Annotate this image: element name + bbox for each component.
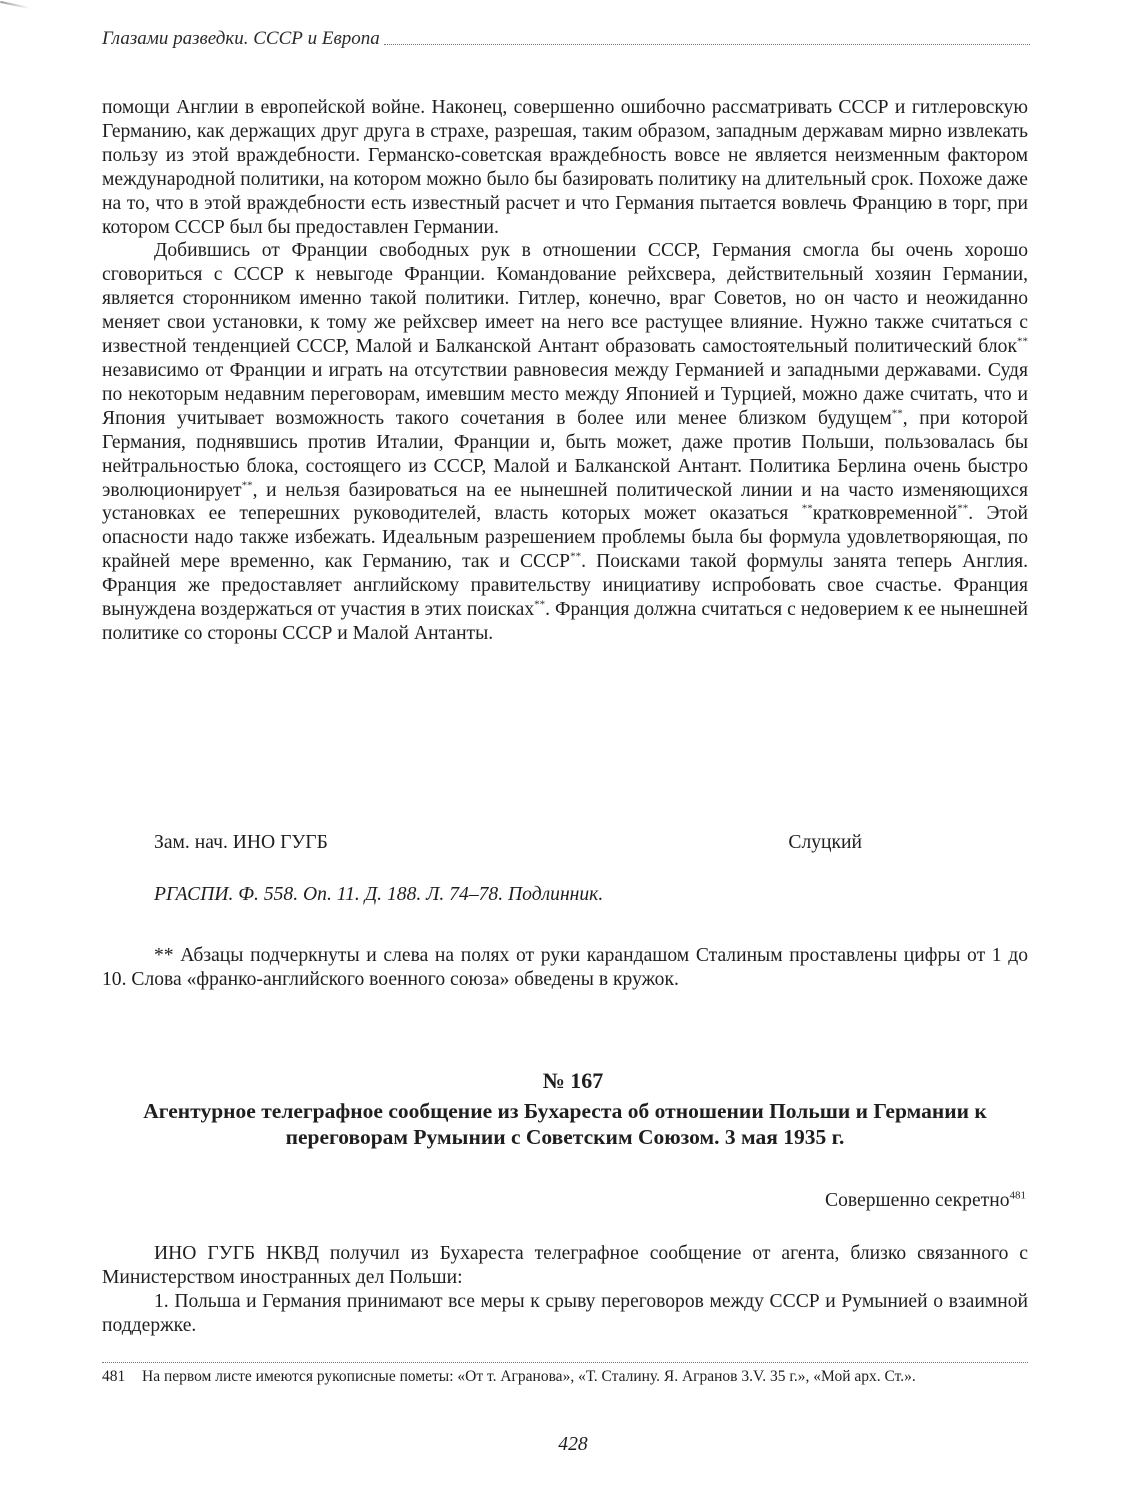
text-segment: , и нельзя базироваться на ее нынешней политической линии и на часто изменяющихся установках ее теперешних руководителей, власть которых может оказаться [102,479,1028,525]
footnote-marker: ** [1017,335,1028,348]
editorial-note: ** Абзацы подчеркнуты и слева на полях от руки карандашом Сталиным проставлены цифры от 1 до 10. Слова «франко-английского военного союза» обведены в кружок. [102,945,1028,990]
document-paragraph-1: ИНО ГУГБ НКВД получил из Бухареста телеграфное сообщение от агента, близко связанного с Министерством иностранных дел Польши: [102,1243,1028,1288]
footnote-marker: ** [534,598,546,611]
footnote-ref: 481 [1009,1189,1026,1202]
classification-label: Совершенно секретно [825,1190,1010,1211]
document-body [102,1242,1028,1338]
footnote-marker: ** [570,550,582,563]
text-segment: кратковременной [812,503,958,525]
footnote-divider [102,1362,1028,1363]
paragraph-1: помощи Англии в европейской войне. Наконец, совершенно ошибочно рассматривать СССР и гитлеровскую Германию, как держащих друг друга в страхе, разрешая, таким образом, западным державам мирно извлекать пользу из этой враждебности. Германско-советская враждебность вовсе не является неизменным фактором международной политики, на котором можно было бы базировать политику на длительный срок. Похоже даже на то, что в этой враждебности есть известный расчет и что Германия пытается вовлечь Францию в торг, при котором СССР был бы предоставлен Германии. [102,97,1028,238]
signature-block [154,832,862,854]
archive-reference: РГАСПИ. Ф. 558. Оп. 11. Д. 188. Л. 74–78. Подлинник. [154,884,604,905]
scan-artifact [0,1,30,9]
running-title: Глазами разведки. СССР и Европа [102,28,380,49]
document-number: № 167 [542,1068,604,1093]
footnote-number: 481 [102,1368,126,1385]
paragraph-2 [102,239,1028,645]
text-segment: . Поисками такой формулы занята теперь Англия. Франция же предоставляет английскому правительству инициативу испробовать свое счастье. Франция вынуждена воздержаться от участия в этих поисках [102,551,1028,621]
signatory-position: Зам. нач. ИНО ГУГБ [154,832,328,853]
text-segment: . Этой опасности надо также избежать. Идеальным разрешением проблемы была бы формула удовлетворяющая, по крайней мере временно, как Германию, так и СССР [102,503,1028,573]
header-rule [384,43,1030,45]
footnote-marker: ** [891,407,903,420]
signatory-name: Слуцкий [788,832,862,853]
classification-stamp [825,1190,1026,1212]
running-header [102,28,1030,50]
text-segment: независимо от Франции и играть на отсутствии равновесия между Германией и западными державами. Судя по некоторым недавним переговорам, имевшим место между Японией и Турцией, можно даже считать, что и Япония учитывает возможность такого сочетания в более или менее близком будущем [102,359,1028,429]
footnote-marker: ** [801,502,813,515]
footnote-marker: ** [957,502,969,515]
text-segment: , при которой Германия, поднявшись против Италии, Франции и, быть может, даже против Польши, пользовалась бы нейтральностью блока, состоящего из СССР, Малой и Балканской Антант. Политика Берлина очень быстро эволюционирует [102,407,1028,501]
text-segment: . Франция должна считаться с недоверием к ее нынешней политике со стороны СССР и Малой Антанты. [102,599,1029,644]
footnote-marker: ** [241,478,253,491]
document-title: Агентурное телеграфное сообщение из Бухареста об отношении Польши и Германии к переговорам Румынии с Советским Союзом. 3 мая 1935 г. [143,1099,987,1149]
text-segment: Добившись от Франции свободных рук в отношении СССР, Германия смогла бы очень хорошо сговориться с СССР к невыгоде Франции. Командование рейхсвера, действительный хозяин Германии, является сторонником именно такой политики. Гитлер, конечно, враг Советов, но он часто и неожиданно меняет свои установки, к тому же рейхсвер имеет на него все растущее влияние. Нужно также считаться с известной тенденцией СССР, Малой и Балканской Антант образовать самостоятельный политический блок [102,240,1028,358]
page-number: 428 [558,1434,588,1455]
footnote-text: На первом листе имеются рукописные пометы: «От т. Агранова», «Т. Сталину. Я. Агранов 3.V. 35 г.», «Мой арх. Ст.». [142,1368,916,1385]
document-paragraph-2: 1. Польша и Германия принимают все меры к срыву переговоров между СССР и Румынией о взаимной поддержке. [102,1291,1028,1336]
footnote [102,1368,1028,1386]
letter-body [102,96,1028,646]
